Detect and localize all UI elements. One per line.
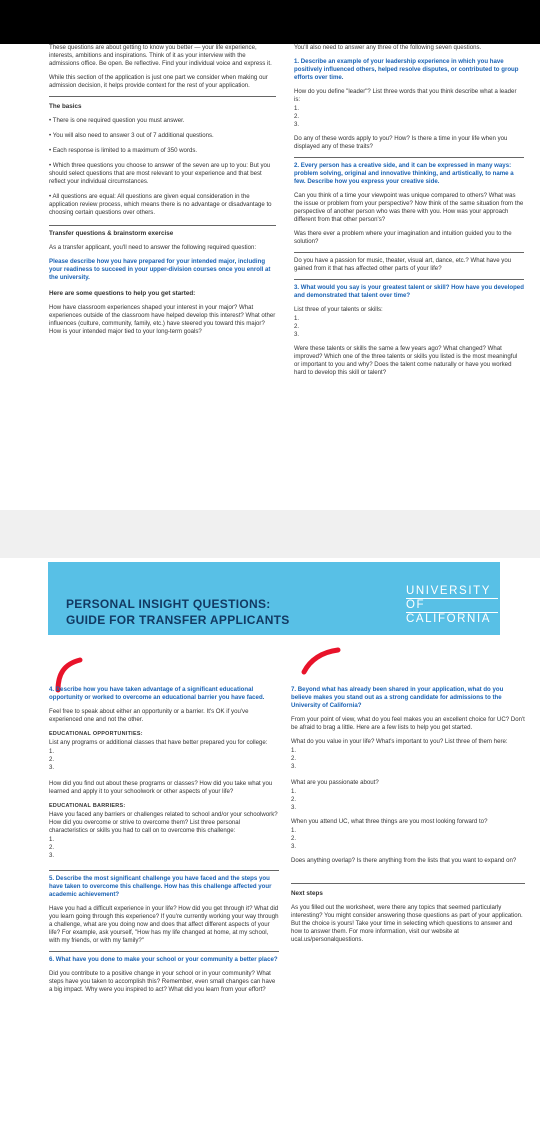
divider [294,157,524,158]
value-list [291,747,525,771]
page1-left-column [49,44,276,342]
q4-text: Feel free to speak about either an opportunity or a barrier. It's OK if you've experienced one and not the other. [49,708,249,723]
barriers-heading: EDUCATIONAL BARRIERS: [49,803,126,809]
q1-prompt: How do you define "leader"? List three words that you think describe what a leader is: [294,88,517,103]
list-item: 3. [49,852,55,859]
transfer-heading: Transfer questions & brainstorm exercise [49,230,174,237]
q5-text: Have you had a difficult experience in your life? How did you get through it? What did you learn going through this experience? If you're currently working your way through a challenge, what are you doing now and does that affect different aspects of your life? For example, ask yourself, "How has my life changed at home, at my school, with my friends, or with my family?" [49,905,279,944]
page2-right-column [291,686,525,950]
list-item: • Which three questions you choose to answer of the seven are up to you: But you should select questions that are most relevant to your experience and that best reflect your individual circumstances. [49,162,271,185]
list-item: 1. [291,747,297,754]
passion-prompt: What are you passionate about? [291,779,379,786]
list-item: 3. [291,804,297,811]
barriers-list [49,836,279,860]
next-steps-text: As you filled out the worksheet, were there any topics that seemed particularly interesting? You might consider answering those questions as part of your application. But the choice is yours! Take your time in selecting which questions to answer and how to answer them. For more information, visit our website at ucal.us/personalquestions. [291,904,523,943]
q3-list [294,315,524,339]
red-annotation-mark [300,644,342,676]
list-item: • All questions are equal: All questions are given equal consideration in the application review process, which means there is no advantage or disadvantage to choosing certain questions over others. [49,193,272,216]
next-steps-heading: Next steps [291,890,323,897]
page-gap [0,510,540,558]
intro-paragraph-2: While this section of the application is just one part we consider when making our admission decision, it helps provide context for the rest of your application. [49,74,268,89]
logo-line: CALIFORNIA [406,613,492,625]
q2-text-3: Do you have a passion for music, theater, visual art, dance, etc.? What have you gained from it that has affected other parts of your life? [294,257,512,272]
q1-list [294,105,524,129]
divider [49,96,276,97]
basics-list [49,117,276,217]
top-black-bar [0,0,540,44]
opportunities-text: List any programs or additional classes that have better prepared you for college: [49,739,268,746]
list-item: 1. [291,788,297,795]
list-item: 1. [294,315,300,322]
list-item: • Each response is limited to a maximum of 350 words. [49,147,198,154]
opportunities-heading: EDUCATIONAL OPPORTUNITIES: [49,731,143,737]
forward-list [291,827,525,851]
question-6: 6. What have you done to make your school or your community a better place? [49,956,278,963]
list-item: 1. [49,836,55,843]
document-page-1 [0,44,540,510]
list-item: 1. [294,105,300,112]
uc-logo [406,585,498,626]
list-item: 1. [291,827,297,834]
question-7: 7. Beyond what has already been shared in your application, what do you believe makes you stand out as a strong candidate for admissions to the University of California? [291,686,504,709]
divider [291,883,525,884]
question-2: 2. Every person has a creative side, and it can be expressed in many ways: problem solving, original and innovative thinking, and artistically, to name a few. Describe how you express your creative side. [294,162,514,185]
value-prompt: What do you value in your life? What's important to you? List three of them here: [291,738,508,745]
list-item: 3. [294,121,300,128]
list-item: 3. [291,763,297,770]
list-item: 1. [49,748,55,755]
divider [49,870,279,871]
questions-intro: You'll also need to answer any three of the following seven questions. [294,44,482,51]
list-item: 3. [291,843,297,850]
barriers-text: Have you faced any barriers or challenges related to school and/or your schoolwork? How did you overcome or strive to overcome them? List three personal characteristics or skills you had to call on to overcome this challenge: [49,811,278,834]
banner-title-line: GUIDE FOR TRANSFER APPLICANTS [66,613,290,627]
divider [49,951,279,952]
list-item: 2. [291,835,297,842]
question-3: 3. What would you say is your greatest talent or skill? How have you developed and demonstrated that talent over time? [294,284,524,299]
list-item: 3. [294,331,300,338]
question-5: 5. Describe the most significant challenge you have faced and the steps you have taken to overcome this challenge. How has this challenge affected your academic achievement? [49,875,272,898]
list-item: 2. [294,323,300,330]
opportunities-followup: How did you find out about these programs or classes? How did you take what you learned and apply it to your schoolwork or other aspects of your life? [49,780,273,795]
required-question: Please describe how you have prepared for your intended major, including your readiness to succeed in your upper-division courses once you enroll at the university. [49,258,271,281]
list-item: 2. [294,113,300,120]
page2-left-column [49,686,279,1000]
list-item: 2. [49,756,55,763]
banner-title-line: PERSONAL INSIGHT QUESTIONS: [66,597,271,611]
question-1: 1. Describe an example of your leadership experience in which you have positively influenced others, helped resolve disputes, or contributed to group efforts over time. [294,58,519,81]
logo-line: UNIVERSITY [406,585,498,599]
page1-right-column [294,44,524,383]
list-item: 2. [49,844,55,851]
q3-followup: Were these talents or skills the same a few years ago? What changed? What improved? Which one of the three talents or skills you listed is the most meaningful or important to you and why? Does the talent come naturally or have you worked hard to develop this skill or talent? [294,345,518,376]
help-text: How have classroom experiences shaped your interest in your major? What experiences outside of the classroom have helped develop this interest? What other influences (culture, community, family, etc.) have steered you toward this major? How is your intended major tied to your long-term goals? [49,304,276,335]
basics-heading: The basics [49,103,82,110]
opportunities-list [49,748,279,772]
logo-line: OF [406,599,498,613]
list-item: 2. [291,796,297,803]
banner-title [66,596,290,628]
q3-prompt: List three of your talents or skills: [294,306,383,313]
list-item: 2. [291,755,297,762]
transfer-text: As a transfer applicant, you'll need to answer the following required question: [49,244,257,251]
help-heading: Here are some questions to help you get started: [49,290,196,297]
q7-text: From your point of view, what do you feel makes you an excellent choice for UC? Don't be afraid to brag a little. Here are a few lists to help you get started. [291,716,525,731]
q6-text: Did you contribute to a positive change in your school or in your community? What steps have you taken to accomplish this? Remember, even small changes can have a big impact. Why were you inspired to act? What did you learn from your effort? [49,970,276,993]
q2-text-2: Was there ever a problem where your imagination and intuition guided you to the solution? [294,230,512,245]
list-item: • There is one required question you must answer. [49,117,185,124]
divider [294,279,524,280]
forward-prompt: When you attend UC, what three things are you most looking forward to? [291,818,488,825]
q2-text: Can you think of a time your viewpoint was unique compared to others? What was the issue or problem from your perspective? Now think of the same situation from the perspective of another person who was there with you. How was your approach different from that other person's? [294,192,524,223]
list-item: 3. [49,764,55,771]
passion-list [291,788,525,812]
intro-paragraph: These questions are about getting to know you better — your life experience, interests, ambitions and inspirations. Think of it as your interview with the admissions office. Be open. Be reflective. Find your individual voice and express it. [49,44,272,67]
overlap-prompt: Does anything overlap? Is there anything from the lists that you want to expand on? [291,857,517,864]
list-item: • You will also need to answer 3 out of 7 additional questions. [49,132,214,139]
document-page-2 [0,558,540,1140]
divider [294,252,524,253]
guide-banner [48,562,500,635]
divider [49,225,276,226]
q1-followup: Do any of these words apply to you? How? Is there a time in your life when you displayed any of these traits? [294,135,508,150]
question-4: 4. Describe how you have taken advantage of a significant educational opportunity or worked to overcome an educational barrier you have faced. [49,686,265,701]
